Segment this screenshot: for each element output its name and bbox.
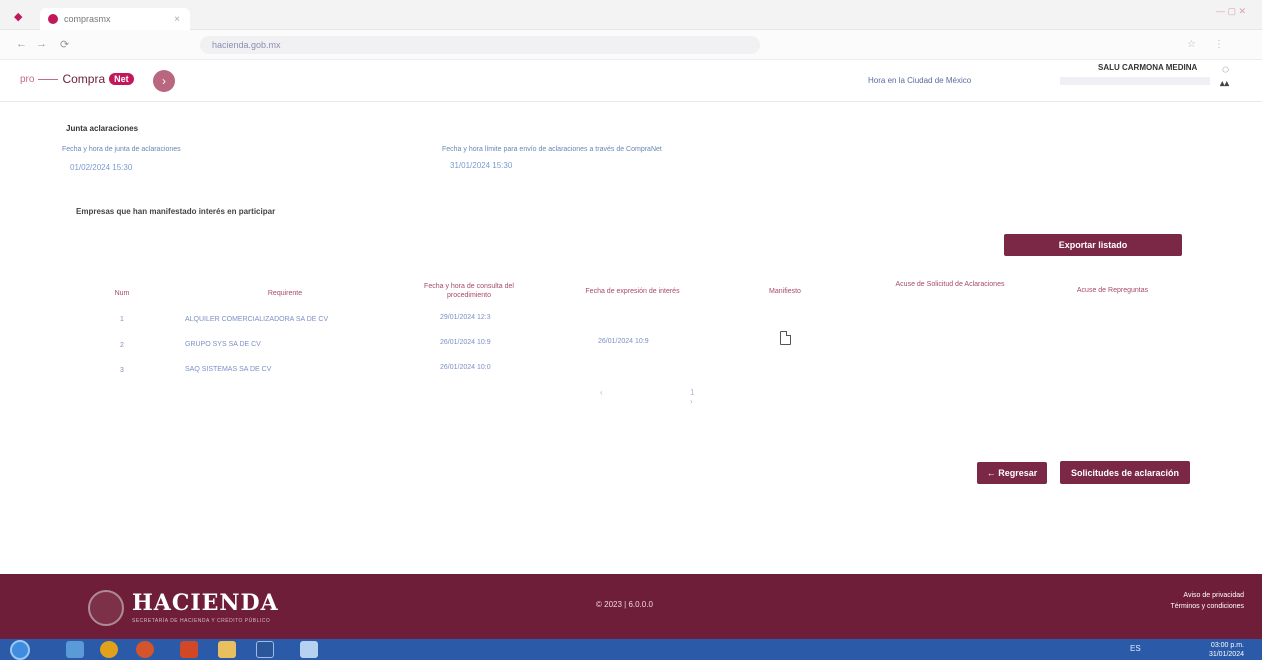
row2-fecha-consulta: 26/01/2024 10:9	[440, 339, 491, 346]
footer-version: © 2023 | 6.0.0.0	[596, 600, 653, 609]
th-requirente[interactable]: Requirente	[267, 290, 303, 297]
logo-badge: Net	[109, 73, 134, 85]
folder-icon[interactable]	[218, 641, 236, 658]
chrome-icon[interactable]	[100, 641, 118, 658]
junta-title: Junta aclaraciones	[66, 124, 139, 133]
pager-page[interactable]: 1 ›	[690, 388, 695, 406]
th-fecha-consulta[interactable]: Fecha y hora de consulta del procedimiento	[424, 283, 514, 299]
manifiesto-document-icon[interactable]	[780, 331, 791, 345]
tab-favicon-icon	[48, 14, 58, 24]
word-icon[interactable]	[256, 641, 274, 658]
clock-time: 03:00 p.m.	[1210, 642, 1244, 649]
user-name: SALU CARMONA MEDINA	[1098, 63, 1198, 72]
fecha-envio-label: Fecha y hora límite para envío de aclaraciones a través de CompraNet	[442, 146, 662, 153]
taskbar-clock[interactable]	[1209, 641, 1244, 659]
row2-num: 2	[120, 342, 124, 349]
th-num[interactable]: Num	[114, 290, 130, 297]
th-acuse-repreguntas[interactable]: Acuse de Repreguntas	[1076, 287, 1149, 294]
language-indicator[interactable]: ES	[1130, 644, 1141, 653]
user-menu-icon[interactable]: ▴▴	[1220, 78, 1230, 88]
window-icon[interactable]	[300, 641, 318, 658]
location-time: Hora en la Ciudad de México	[868, 76, 972, 85]
export-list-button[interactable]: Exportar listado	[1004, 234, 1182, 256]
menu-chevron-icon[interactable]: ›	[153, 70, 175, 92]
back-button[interactable]: ← Regresar	[977, 462, 1047, 484]
logo-text: Compra	[62, 72, 106, 86]
government-seal-icon	[88, 590, 124, 626]
powerpoint-icon[interactable]	[180, 641, 198, 658]
firefox-icon[interactable]	[136, 641, 154, 658]
browser-tab[interactable]	[40, 8, 190, 30]
row2-fecha-interes: 26/01/2024 10:9	[598, 338, 649, 345]
back-nav-icon[interactable]: ←	[16, 38, 27, 50]
clarification-requests-button[interactable]: Solicitudes de aclaración	[1060, 461, 1190, 484]
browser-tabbar	[0, 0, 1262, 30]
hacienda-brand: HACIENDA	[132, 590, 279, 616]
fecha-junta-label: Fecha y hora de junta de aclaraciones	[62, 146, 181, 153]
forward-nav-icon[interactable]: →	[36, 38, 47, 50]
fecha-envio-value: 31/01/2024 15:30	[450, 161, 513, 170]
tab-title: comprasmx	[64, 14, 111, 24]
interest-title: Empresas que han manifestado interés en participar	[76, 207, 276, 216]
row1-fecha-consulta: 29/01/2024 12:3	[440, 314, 491, 321]
logo-line	[38, 79, 58, 80]
row3-fecha-consulta: 26/01/2024 10:0	[440, 364, 491, 371]
privacy-link[interactable]: Aviso de privacidad	[1183, 592, 1244, 599]
table-pager	[600, 388, 695, 406]
compranet-logo[interactable]	[20, 72, 134, 86]
th-fecha-interes[interactable]: Fecha de expresión de interés	[585, 288, 680, 295]
user-subtitle-bar	[1060, 77, 1210, 85]
th-acuse-solicitud[interactable]: Acuse de Solicitud de Aclaraciones	[895, 281, 1005, 288]
terms-link[interactable]: Términos y condiciones	[1170, 603, 1244, 610]
row3-requirente: SAQ SISTEMAS SA DE CV	[185, 366, 272, 373]
window-controls[interactable]: — ▢ ✕	[1215, 6, 1246, 16]
row2-requirente: GRUPO SYS SA DE CV	[185, 341, 261, 348]
fecha-junta-value: 01/02/2024 15:30	[70, 163, 133, 172]
url-input[interactable]: hacienda.gob.mx	[200, 36, 760, 54]
row1-num: 1	[120, 316, 124, 323]
browser-logo-icon: ◆	[14, 11, 23, 23]
clock-date: 31/01/2024	[1208, 651, 1244, 658]
hacienda-subtitle: SECRETARÍA DE HACIENDA Y CRÉDITO PÚBLICO	[132, 618, 271, 624]
th-manifiesto[interactable]: Manifiesto	[769, 288, 801, 295]
ie-icon[interactable]	[66, 641, 84, 658]
row3-num: 3	[120, 367, 124, 374]
address-bar-row	[0, 30, 1262, 60]
logo-prefix: pro	[20, 73, 35, 85]
row1-requirente: ALQUILER COMERCIALIZADORA SA DE CV	[185, 316, 329, 323]
tab-close-icon[interactable]: ×	[174, 13, 180, 25]
reload-icon[interactable]: ⟳	[60, 39, 70, 51]
browser-toolbar-icons[interactable]: ☆⋮	[1187, 39, 1242, 50]
start-button-icon[interactable]	[10, 640, 30, 660]
pager-prev[interactable]: ‹	[600, 388, 603, 397]
user-avatar-icon[interactable]: ◌	[1222, 62, 1230, 76]
